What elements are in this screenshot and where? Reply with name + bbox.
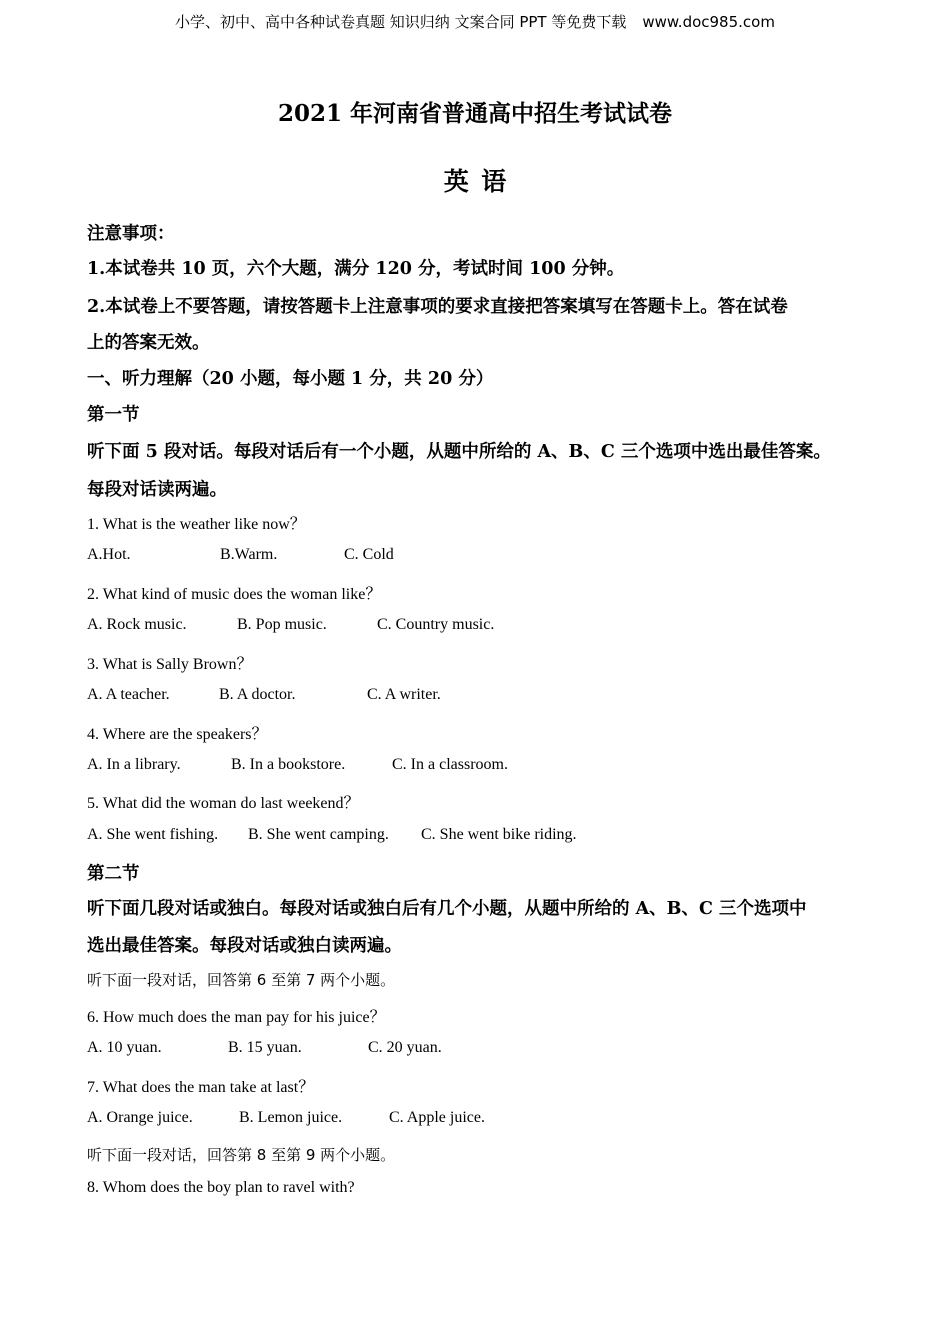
q1-option-b: B.Warm. bbox=[220, 546, 278, 563]
q5-option-b: B. She went camping. bbox=[248, 826, 389, 843]
question-3: 3. What is Sally Brown？ bbox=[87, 656, 253, 673]
question-2: 2. What kind of music does the woman like？ bbox=[87, 586, 382, 603]
q1-option-c: C. Cold bbox=[344, 546, 394, 563]
exam-title: 2021 年河南省普通高中招生考试试卷 bbox=[277, 100, 673, 127]
q2-option-a: A. Rock music. bbox=[87, 616, 187, 633]
q3-option-c: C. A writer. bbox=[367, 686, 441, 703]
exam-subject: 英语 bbox=[443, 167, 519, 196]
q2-option-b: B. Pop music. bbox=[237, 616, 327, 633]
page-header bbox=[0, 11, 950, 32]
dialog-2-note: 听下面一段对话，回答第 8 至第 9 两个小题。 bbox=[87, 1146, 396, 1164]
q7-option-c: C. Apple juice. bbox=[389, 1109, 485, 1126]
section2-instruction-line-1: 听下面几段对话或独白。每段对话或独白后有几个小题，从题中所给的 A、B、C 三个选项中 bbox=[87, 899, 807, 919]
section1-heading: 第一节 bbox=[87, 405, 140, 425]
notice-item-2-line-1: 2.本试卷上不要答题，请按答题卡上注意事项的要求直接把答案填写在答题卡上。答在试卷 bbox=[87, 297, 788, 317]
question-7: 7. What does the man take at last？ bbox=[87, 1079, 315, 1096]
part1-heading: 一、听力理解（20 小题，每小题 1 分，共 20 分） bbox=[87, 369, 494, 389]
section1-instruction-line-2: 每段对话读两遍。 bbox=[87, 480, 227, 500]
q5-option-a: A. She went fishing. bbox=[87, 826, 219, 843]
question-5: 5. What did the woman do last weekend？ bbox=[87, 795, 360, 812]
section2-instruction-line-2: 选出最佳答案。每段对话或独白读两遍。 bbox=[87, 936, 402, 956]
q5-option-c: C. She went bike riding. bbox=[421, 826, 577, 843]
q2-option-c: C. Country music. bbox=[377, 616, 495, 633]
q4-option-b: B. In a bookstore. bbox=[231, 756, 346, 773]
header-url: www.doc985.com bbox=[642, 13, 775, 31]
dialog-1-note: 听下面一段对话，回答第 6 至第 7 两个小题。 bbox=[87, 971, 396, 989]
question-6: 6. How much does the man pay for his juice？ bbox=[87, 1009, 386, 1026]
question-4: 4. Where are the speakers？ bbox=[87, 726, 268, 743]
notice-heading: 注意事项： bbox=[87, 224, 175, 244]
q3-option-b: B. A doctor. bbox=[219, 686, 296, 703]
q4-option-a: A. In a library. bbox=[87, 756, 181, 773]
q6-option-a: A. 10 yuan. bbox=[87, 1039, 162, 1056]
q1-option-a: A.Hot. bbox=[87, 546, 131, 563]
header-text: 小学、初中、高中各种试卷真题 知识归纳 文案合同 PPT 等免费下载 bbox=[175, 13, 627, 31]
section1-instruction-line-1: 听下面 5 段对话。每段对话后有一个小题，从题中所给的 A、B、C 三个选项中选出最佳答案。 bbox=[87, 442, 831, 462]
q6-option-c: C. 20 yuan. bbox=[368, 1039, 442, 1056]
q6-option-b: B. 15 yuan. bbox=[228, 1039, 302, 1056]
q3-option-a: A. A teacher. bbox=[87, 686, 170, 703]
q7-option-b: B. Lemon juice. bbox=[239, 1109, 343, 1126]
section2-heading: 第二节 bbox=[87, 864, 140, 884]
notice-item-1: 1.本试卷共 10 页，六个大题，满分 120 分，考试时间 100 分钟。 bbox=[87, 259, 625, 279]
q7-option-a: A. Orange juice. bbox=[87, 1109, 193, 1126]
q4-option-c: C. In a classroom. bbox=[392, 756, 508, 773]
question-1: 1. What is the weather like now？ bbox=[87, 516, 306, 533]
notice-item-2-line-2: 上的答案无效。 bbox=[87, 333, 210, 353]
question-8: 8. Whom does the boy plan to ravel with? bbox=[87, 1179, 355, 1196]
